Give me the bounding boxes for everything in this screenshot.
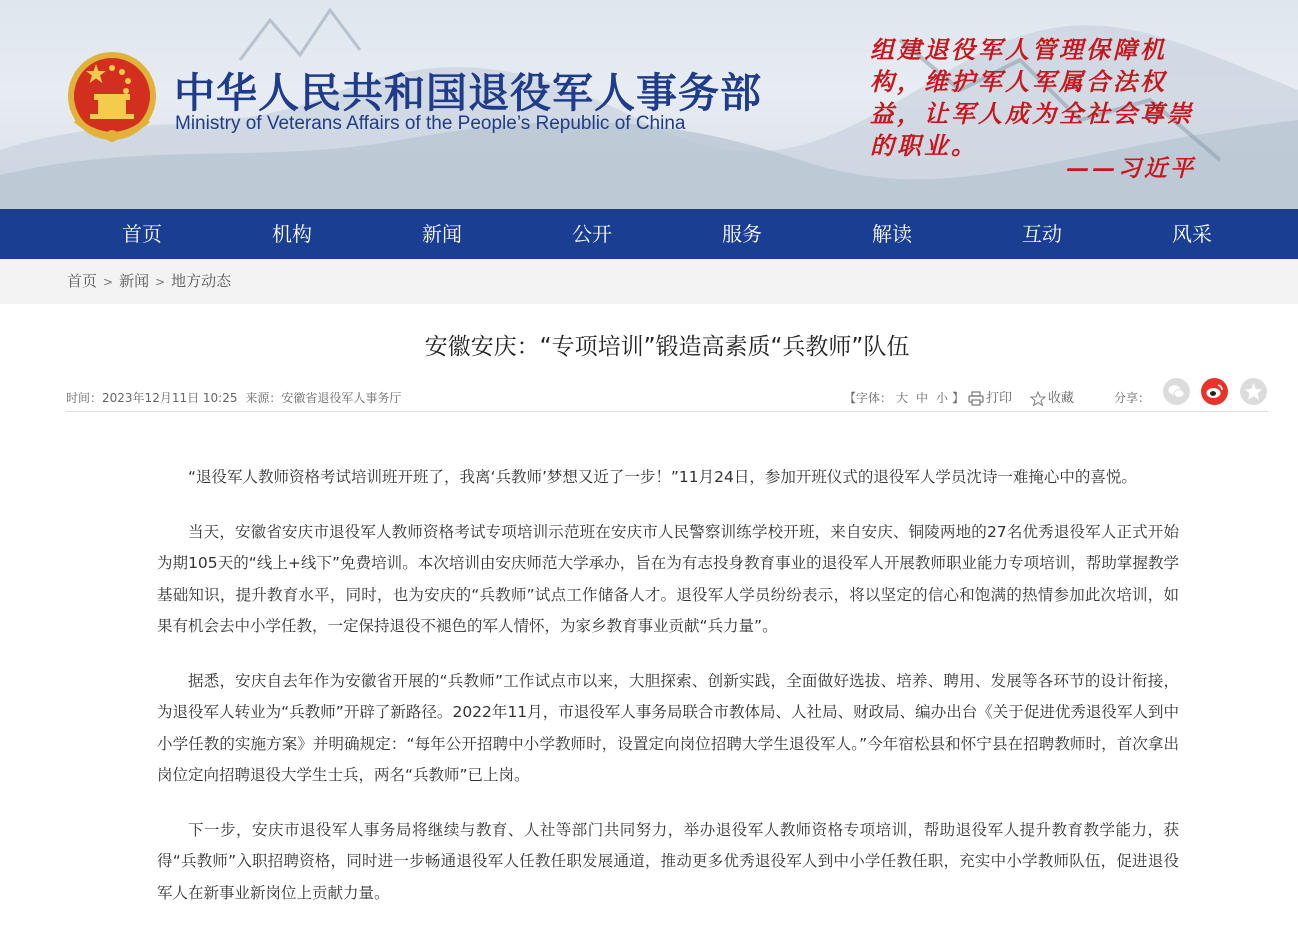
breadcrumb-separator: > bbox=[103, 275, 114, 289]
favorite-button[interactable] bbox=[1030, 387, 1074, 406]
header-quote: 组建退役军人管理保障机构，维护军人军属合法权益，让军人成为全社会尊崇的职业。 bbox=[870, 35, 1194, 160]
nav-item-news[interactable]: 新闻 bbox=[422, 222, 462, 246]
site-title-en[interactable]: Ministry of Veterans Affairs of the People’s Republic of China bbox=[175, 113, 686, 134]
nav-item-public[interactable]: 公开 bbox=[572, 222, 612, 246]
header-quote-author: ——习近平 bbox=[1066, 155, 1196, 182]
time-label: 时间： bbox=[66, 391, 103, 405]
star-icon bbox=[1030, 391, 1046, 406]
print-icon bbox=[968, 391, 984, 406]
article-meta-bar bbox=[66, 378, 1268, 412]
wechat-icon bbox=[1163, 378, 1190, 405]
breadcrumb bbox=[0, 259, 1298, 304]
font-label: 【字体： bbox=[844, 391, 893, 405]
print-button[interactable] bbox=[968, 387, 1012, 406]
share-weibo-button[interactable] bbox=[1201, 378, 1228, 405]
article-paragraph: 当天，安徽省安庆市退役军人教师资格考试专项培训示范班在安庆市人民警察训练学校开班，来自安庆、铜陵两地的27名优秀退役军人正式开始为期105天的“线上+线下”免费培训。本次培训由安庆师范大学承办，旨在为有志投身教育事业的退役军人开展教师职业能力专项培训，帮助掌握教学基础知识，提升教育水平，同时，也为安庆的“兵教师”试点工作储备人才。退役军人学员纷纷表示，将以坚定的信心和饱满的热情参加此次培训，如果有机会去中小学任教，一定保持退役不褪色的军人情怀，为家乡教育事业贡献“兵力量”。 bbox=[157, 522, 1179, 635]
share-qzone-button[interactable] bbox=[1240, 378, 1267, 405]
article-title: 安徽安庆：“专项培训”锻造高素质“兵教师”队伍 bbox=[424, 334, 910, 360]
font-small-button[interactable]: 小 bbox=[936, 391, 949, 405]
source-name: 安徽省退役军人事务厅 bbox=[281, 391, 402, 405]
qzone-icon bbox=[1240, 378, 1267, 405]
article-body bbox=[157, 462, 1179, 932]
source-label: 来源： bbox=[245, 391, 282, 405]
article-meta bbox=[66, 389, 405, 406]
font-label-close: 】 bbox=[952, 391, 965, 405]
breadcrumb-home[interactable]: 首页 bbox=[67, 272, 98, 290]
main-nav bbox=[0, 209, 1298, 259]
share-label: 分享： bbox=[1114, 391, 1151, 405]
print-label: 打印 bbox=[986, 391, 1013, 406]
nav-item-style[interactable]: 风采 bbox=[1172, 222, 1212, 246]
article-paragraph: 下一步，安庆市退役军人事务局将继续与教育、人社等部门共同努力，举办退役军人教师资格专项培训，帮助退役军人提升教育教学能力，获得“兵教师”入职招聘资格，同时进一步畅通退役军人任教任职发展通道，推动更多优秀退役军人到中小学任教任职，充实中小学教师队伍，促进退役军人在新事业新岗位上贡献力量。 bbox=[157, 820, 1179, 902]
breadcrumb-local-news[interactable]: 地方动态 bbox=[171, 272, 232, 290]
site-title-cn[interactable]: 中华人民共和国退役军人事务部 bbox=[174, 69, 762, 117]
article-paragraph: 据悉，安庆自去年作为安徽省开展的“兵教师”工作试点市以来，大胆探索、创新实践，全面做好选拔、培养、聘用、发展等各环节的设计衔接，为退役军人转业为“兵教师”开辟了新路径。2022年11月，市退役军人事务局联合市教体局、人社局、财政局、编办出台《关于促进优秀退役军人到中小学任教的实施方案》并明确规定：“每年公开招聘中小学教师时，设置定向岗位招聘大学生退役军人。”今年宿松县和怀宁县在招聘教师时，首次拿出岗位定向招聘退役大学生士兵，两名“兵教师”已上岗。 bbox=[157, 671, 1179, 784]
national-emblem bbox=[66, 50, 158, 146]
nav-item-interpretation[interactable]: 解读 bbox=[872, 222, 912, 246]
header-banner bbox=[0, 0, 1298, 209]
favorite-label: 收藏 bbox=[1048, 391, 1075, 406]
nav-item-home[interactable]: 首页 bbox=[122, 222, 162, 246]
publish-time: 2023年12月11日 10:25 bbox=[102, 391, 238, 405]
article-paragraph: “退役军人教师资格考试培训班开班了，我离‘兵教师’梦想又近了一步！”11月24日，参加开班仪式的退役军人学员沈诗一难掩心中的喜悦。 bbox=[188, 468, 1137, 486]
share-wechat-button[interactable] bbox=[1163, 378, 1190, 405]
breadcrumb-separator: > bbox=[155, 275, 166, 289]
nav-item-services[interactable]: 服务 bbox=[722, 222, 762, 246]
breadcrumb-news[interactable]: 新闻 bbox=[119, 272, 150, 290]
nav-item-interaction[interactable]: 互动 bbox=[1022, 222, 1062, 246]
nav-item-organization[interactable]: 机构 bbox=[272, 222, 312, 246]
font-medium-button[interactable]: 中 bbox=[916, 391, 929, 405]
weibo-icon bbox=[1201, 378, 1228, 405]
font-size-control bbox=[844, 389, 964, 406]
font-large-button[interactable]: 大 bbox=[896, 391, 909, 405]
